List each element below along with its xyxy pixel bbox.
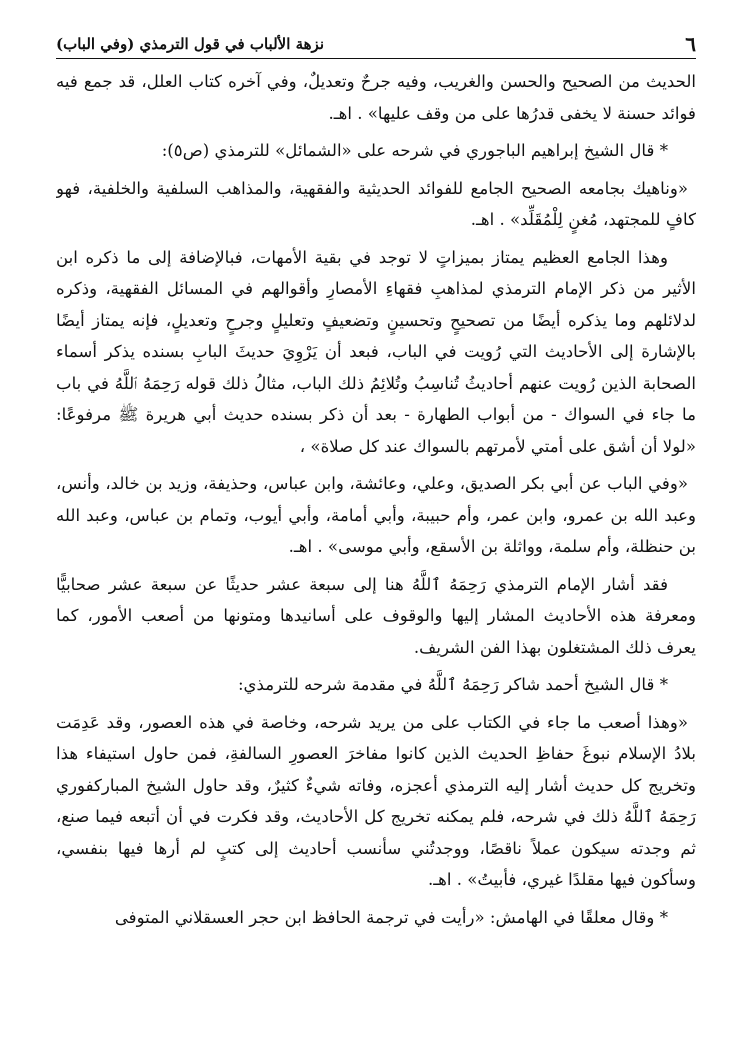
paragraph: الحديث من الصحيح والحسن والغريب، وفيه جرحٌ وتعديلٌ، وفي آخره كتاب العلل، قد جمع فيه فوائد حسنة لا يخفى قدرُها على من وقف عليها» . اهـ.	[56, 72, 696, 123]
block-quote: «وهذا أصعب ما جاء في الكتاب على من يريد شرحه، وخاصة في هذه العصور، وقد عَدِمَت بلادُ الإسلام نبوغَ حفاظِ الحديث الذين كانوا مفاخرَ العصورِ السالفةِ، فمن حاول استيفاء هذا وتخريج كل حديث أشار إليه الترمذي أعجزه، وفاته شيءٌ كثيرٌ، وقد حاول الشيخ المباركفوري رَحِمَهُ ٱللَّهُ ذلك في شرحه، فلم يمكنه تخريج كل الأحاديث، وقد فكرت في أن أتبعه فيما صنع، ثم وجدته سيكون عملاً ناقصًا، ووجدتُني سأنسب أحاديث إلى كتبٍ لم أرها فيها بنفسي، وسأكون فيها مقلدًا غيري، فأبيتُ» . اهـ.	[56, 712, 696, 889]
block-quote: «وناهيك بجامعه الصحيح الجامع للفوائد الحديثية والفقهية، والمذاهب السلفية والخلفية، فهو كافٍ للمجتهد، مُغنٍ لِلْمُقَلِّد» . اهـ.	[56, 178, 696, 229]
paragraph: فقد أشار الإمام الترمذي رَحِمَهُ ٱللَّهُ هنا إلى سبعة عشر حديثًا عن سبعة عشر صحابيًّا ومعرفة هذه الأحاديث المشار إليها والوقوف على أسانيدها ومتونها من أصعب الأمور، كما يعرف ذلك المشتغلون بهذا الفن الشريف.	[56, 574, 696, 657]
page-header	[56, 30, 696, 59]
body-text	[56, 66, 696, 1054]
block-quote: «وفي الباب عن أبي بكر الصديق، وعلي، وعائشة، وابن عباس، وحذيفة، وزيد بن خالد، وأنس، وعبد الله بن عمرو، وابن عمر، وأم حبيبة، وأبي أمامة، وأبي أيوب، وتمام بن عباس، وعبد الله بن حنظلة، وأم سلمة، وواثلة بن الأسقع، وأبي موسى» . اهـ.	[56, 474, 696, 556]
paragraph: * قال الشيخ أحمد شاكر رَحِمَهُ ٱللَّهُ في مقدمة شرحه للترمذي:	[237, 675, 668, 694]
paragraph: * وقال معلقًا في الهامش: «رأيت في ترجمة الحافظ ابن حجر العسقلاني المتوفى	[114, 907, 668, 927]
paragraph: وهذا الجامع العظيم يمتاز بميزاتٍ لا توجد في بقية الأمهات، فبالإضافة إلى ما ذكره ابن الأثير من ذكر الإمام الترمذي لمذاهبِ فقهاءِ الأمصارِ وأقوالهم في المسائل الفقهية، وذكره لدلائلهم وما يذكره أيضًا من تصحيحٍ وتحسينٍ وتضعيفٍ وتعليلٍ وجرحٍ وتعديلٍ، فإنه يمتاز أيضًا بالإشارة إلى الأحاديث التي رُويت في الباب، فبعد أن يَرْوِيَ حديثَ البابِ بسنده يذكر أسماء الصحابة الذين رُويت عنهم أحاديثُ تُناسِبُ وتُلائِمُ ذلك الباب، مثالُ ذلك قوله رَحِمَهُ ٱللَّهُ في باب ما جاء في السواك - من أبواب الطهارة - بعد أن ذكر بسنده حديث أبي هريرة ﷺ مرفوعًا: «لولا أن أشق على أمتي لأمرتهم بالسواك عند كل صلاة» ،	[56, 247, 696, 456]
running-title: نزهة الألباب في قول الترمذي (وفي الباب)	[56, 35, 324, 53]
paragraph: * قال الشيخ إبراهيم الباجوري في شرحه على «الشمائل» للترمذي (ص٥):	[161, 141, 668, 160]
page-number: ٦	[685, 32, 696, 56]
